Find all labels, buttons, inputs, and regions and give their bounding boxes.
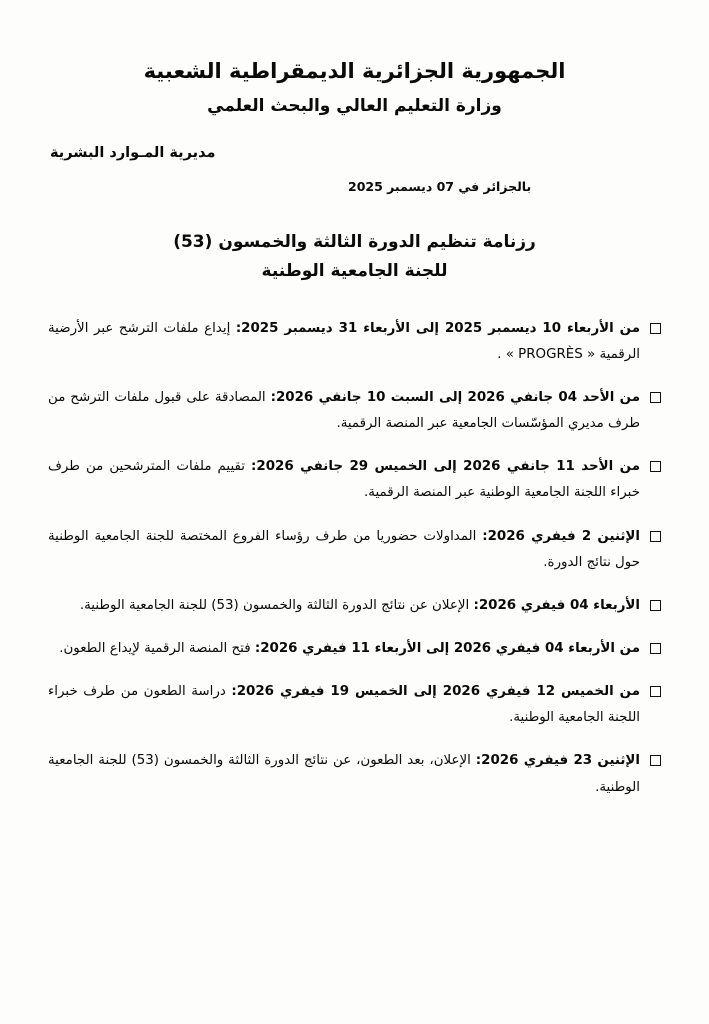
schedule-list	[48, 316, 661, 801]
list-item-text	[48, 524, 640, 576]
list-item	[48, 454, 661, 506]
list-item	[48, 316, 661, 368]
list-item	[48, 748, 661, 800]
list-item-period: الإثنين 2 فيفري 2026:	[482, 528, 640, 544]
ministry-title: وزارة التعليم العالي والبحث العلمي	[207, 95, 502, 116]
page-title-line2: للجنة الجامعية الوطنية	[261, 260, 448, 281]
list-item-desc: الإعلان عن نتائج الدورة الثالثة والخمسون (53) للجنة الجامعية الوطنية.	[79, 597, 474, 613]
document-header	[48, 56, 661, 119]
date-value: 07 ديسمبر 2025	[348, 179, 454, 194]
list-item-text	[48, 454, 640, 506]
republic-title: الجمهورية الجزائرية الديمقراطية الشعبية	[143, 59, 566, 83]
date-line	[48, 179, 661, 194]
list-item-period: من الأربعاء 04 فيفري 2026 إلى الأربعاء 11 فيفري 2026:	[254, 641, 640, 657]
list-item-period: من الخميس 12 فيفري 2026 إلى الخميس 19 فيفري 2026:	[231, 684, 640, 700]
list-item-text	[48, 636, 640, 662]
square-bullet-icon	[650, 392, 661, 403]
list-item	[48, 679, 661, 731]
directorate-line: مديرية المـوارد البشرية	[50, 145, 216, 161]
page-title-line1: رزنامة تنظيم الدورة الثالثة والخمسون (53)	[173, 232, 536, 252]
list-item	[48, 524, 661, 576]
list-item-desc: فتح المنصة الرقمية لإيداع الطعون.	[59, 641, 255, 657]
square-bullet-icon	[650, 755, 661, 766]
list-item	[48, 385, 661, 437]
list-item-text	[48, 385, 640, 437]
square-bullet-icon	[650, 461, 661, 472]
list-item-desc: المداولات حضوريا من طرف رؤساء الفروع المختصة للجنة الجامعية الوطنية حول نتائج الدورة.	[48, 528, 640, 570]
square-bullet-icon	[650, 643, 661, 654]
list-item-period: الإثنين 23 فيفري 2026:	[475, 753, 640, 769]
square-bullet-icon	[650, 600, 661, 611]
date-city-label: بالجزائر في	[458, 179, 532, 194]
list-item	[48, 593, 661, 619]
list-item	[48, 636, 661, 662]
list-item-desc: تقييم ملفات المترشحين من طرف خبراء اللجنة الجامعية الوطنية عبر المنصة الرقمية.	[48, 459, 640, 501]
list-item-period: من الأحد 11 جانفي 2026 إلى الخميس 29 جانفي 2026:	[251, 459, 640, 475]
list-item-desc: إيداع ملفات الترشح عبر الأرضية الرقمية « PROGRÈS » .	[48, 320, 640, 362]
list-item-period: الأربعاء 04 فيفري 2026:	[473, 597, 640, 613]
list-item-text	[48, 748, 640, 800]
square-bullet-icon	[650, 323, 661, 334]
list-item-text	[48, 316, 640, 368]
list-item-desc: دراسة الطعون من طرف خبراء اللجنة الجامعية الوطنية.	[48, 684, 640, 726]
list-item-text	[48, 593, 640, 619]
square-bullet-icon	[650, 531, 661, 542]
list-item-period: من الأحد 04 جانفي 2026 إلى السبت 10 جانفي 2026:	[270, 390, 640, 406]
list-item-desc: الإعلان، بعد الطعون، عن نتائج الدورة الثالثة والخمسون (53) للجنة الجامعية الوطنية.	[48, 753, 640, 795]
list-item-desc: المصادقة على قبول ملفات الترشح من طرف مديري المؤسّسات الجامعية عبر المنصة الرقمية.	[48, 390, 640, 432]
list-item-text	[48, 679, 640, 731]
square-bullet-icon	[650, 686, 661, 697]
page-title	[48, 228, 661, 286]
list-item-period: من الأربعاء 10 ديسمبر 2025 إلى الأربعاء 31 ديسمبر 2025:	[235, 320, 640, 336]
